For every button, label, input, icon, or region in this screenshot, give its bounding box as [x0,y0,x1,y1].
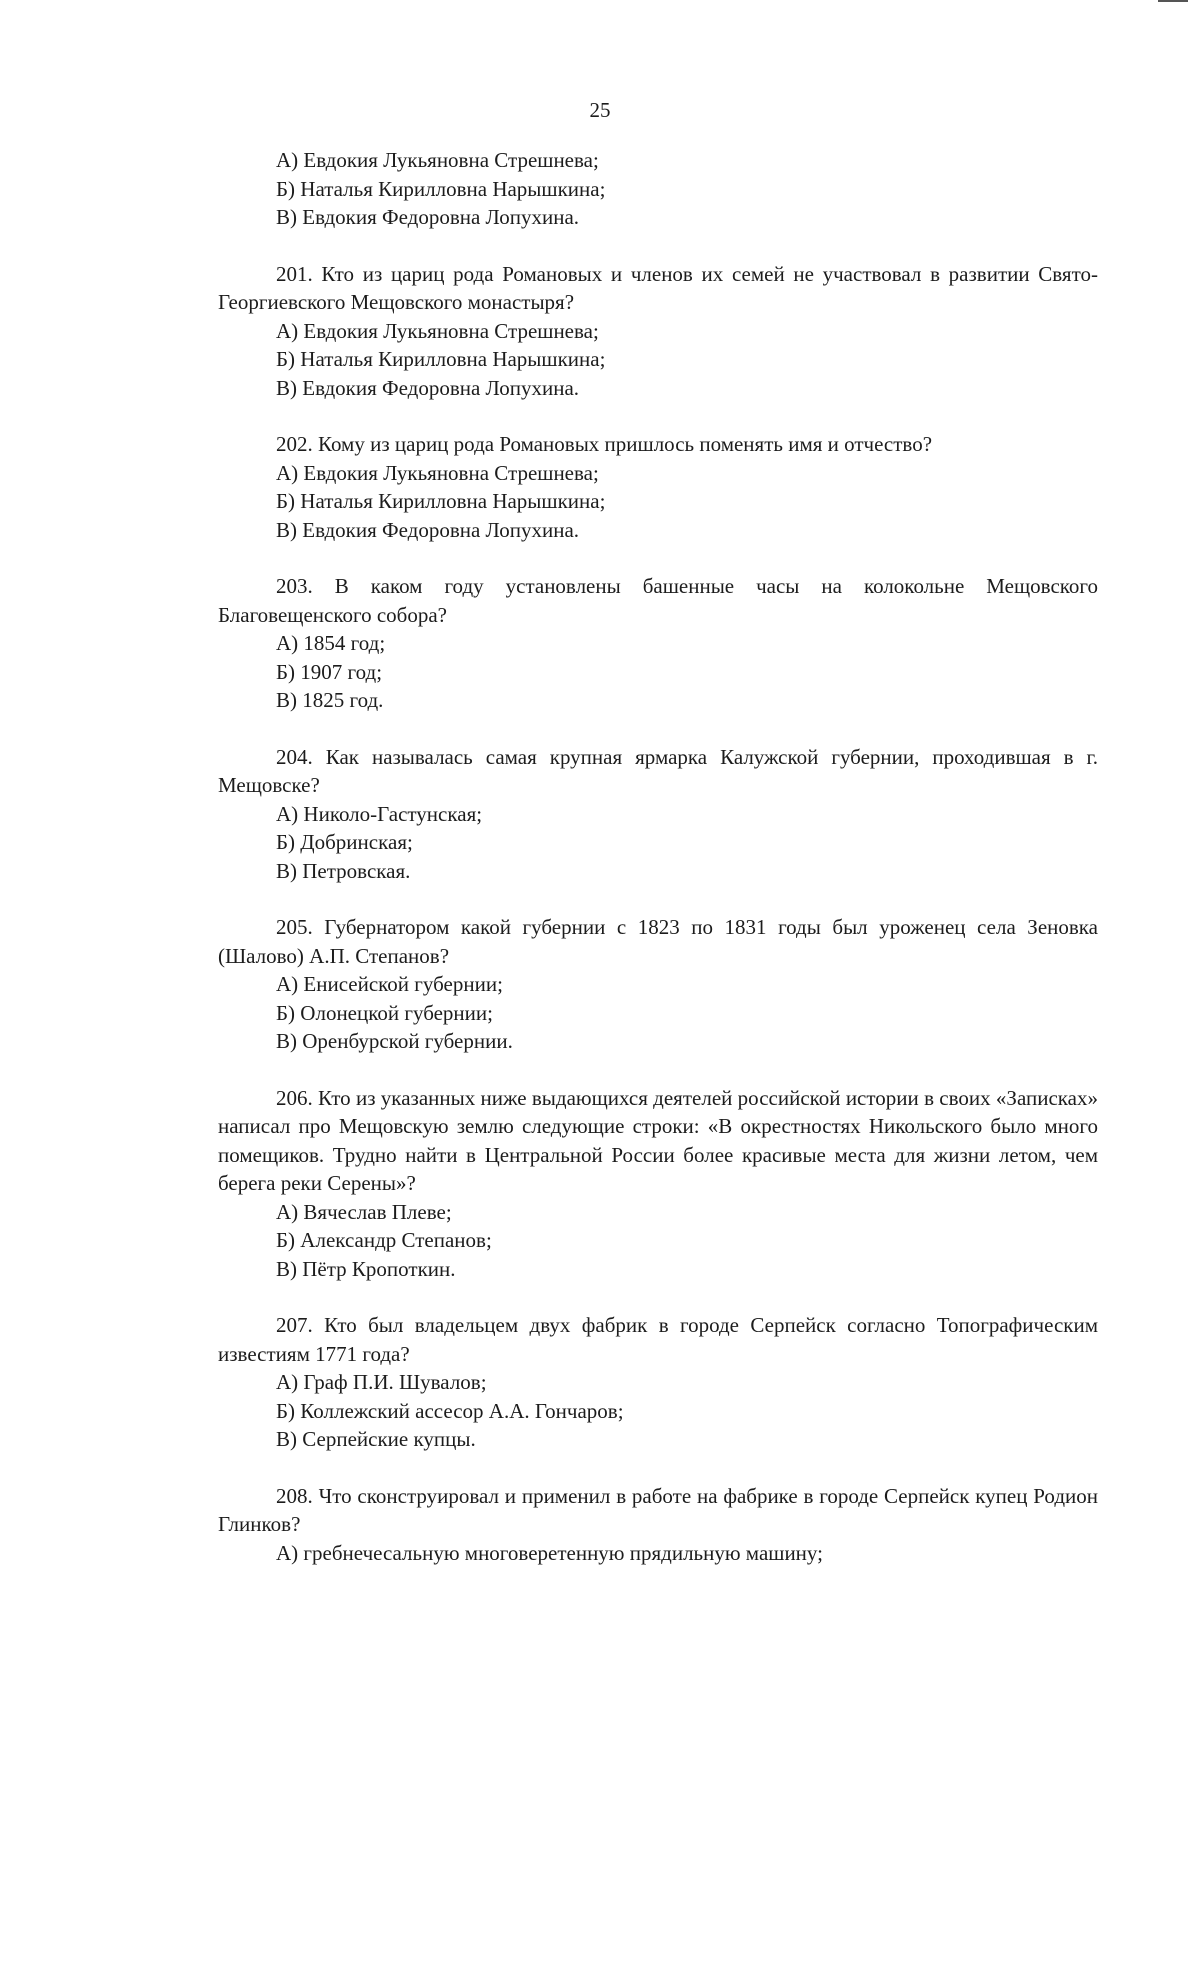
answer-option: В) Серпейские купцы. [276,1427,476,1451]
answer-option: А) 1854 год; [276,631,386,655]
answer-option: Б) Наталья Кирилловна Нарышкина; [276,489,606,513]
answer-option: Б) Олонецкой губернии; [276,1000,493,1025]
page-content [218,146,1098,1567]
question-text: 205. Губернатором какой губернии с 1823 по 1831 годы был уроженец села Зеновка (Шалово) А.П. Степанов? [218,915,1098,968]
lead-answers [218,146,1098,232]
answer-option: А) Евдокия Лукьяновна Стрешнева; [276,148,599,172]
scan-mark [1158,0,1188,2]
question-208 [218,1482,1098,1568]
answer-option: В) Евдокия Федоровна Лопухина. [276,517,580,542]
answer-option: В) Пётр Кропоткин. [276,1256,456,1281]
question-203 [218,572,1098,715]
question-205 [218,913,1098,1056]
answer-option: А) Николо-Гастунская; [276,801,483,826]
question-text: 202. Кому из цариц рода Романовых пришлось поменять имя и отчество? [276,432,933,456]
answer-option: В) Петровская. [276,858,411,883]
question-204 [218,743,1098,886]
question-201 [218,260,1098,403]
answer-option: В) Оренбурской губернии. [276,1029,513,1053]
answer-option: В) Евдокия Федоровна Лопухина. [276,375,580,400]
answer-option: А) гребнечесальную многоверетенную прядильную машину; [276,1540,823,1565]
question-207 [218,1311,1098,1454]
question-202 [218,430,1098,544]
answer-option: А) Вячеслав Плеве; [276,1199,452,1224]
answer-option: А) Енисейской губернии; [276,972,503,996]
answer-option: Б) Александр Степанов; [276,1228,492,1252]
answer-option: Б) 1907 год; [276,659,383,684]
answer-option: Б) Добринская; [276,830,413,854]
answer-option: Б) Наталья Кирилловна Нарышкина; [276,176,606,201]
question-text: 201. Кто из цариц рода Романовых и членов их семей не участвовал в развитии Свято-Георгиевского Мещовского монастыря? [218,261,1098,314]
question-text: 203. В каком году установлены башенные часы на колокольне Мещовского Благовещенского собора? [218,574,1098,627]
answer-option: А) Граф П.И. Шувалов; [276,1370,487,1394]
answer-option: А) Евдокия Лукьяновна Стрешнева; [276,318,599,343]
answer-option: В) 1825 год. [276,688,384,712]
answer-option: Б) Наталья Кирилловна Нарышкина; [276,347,606,371]
answer-option: А) Евдокия Лукьяновна Стрешнева; [276,460,599,485]
question-206 [218,1084,1098,1284]
question-text: 204. Как называлась самая крупная ярмарка Калужской губернии, проходившая в г. Мещовске? [218,744,1098,797]
answer-option: В) Евдокия Федоровна Лопухина. [276,205,580,229]
answer-option: Б) Коллежский ассесор А.А. Гончаров; [276,1398,624,1423]
question-text: 207. Кто был владельцем двух фабрик в городе Серпейск согласно Топографическим известиям 1771 года? [218,1313,1098,1366]
question-text: 206. Кто из указанных ниже выдающихся деятелей российской истории в своих «Записках» написал про Мещовскую землю следующие строки: «В окрестностях Никольского было много помещиков. Трудно найти в Центральной России более красивые места для жизни летом, чем берега реки Серены»? [218,1085,1098,1195]
question-text: 208. Что сконструировал и применил в работе на фабрике в городе Серпейск купец Родион Глинков? [218,1483,1098,1536]
page-number: 25 [589,98,611,122]
